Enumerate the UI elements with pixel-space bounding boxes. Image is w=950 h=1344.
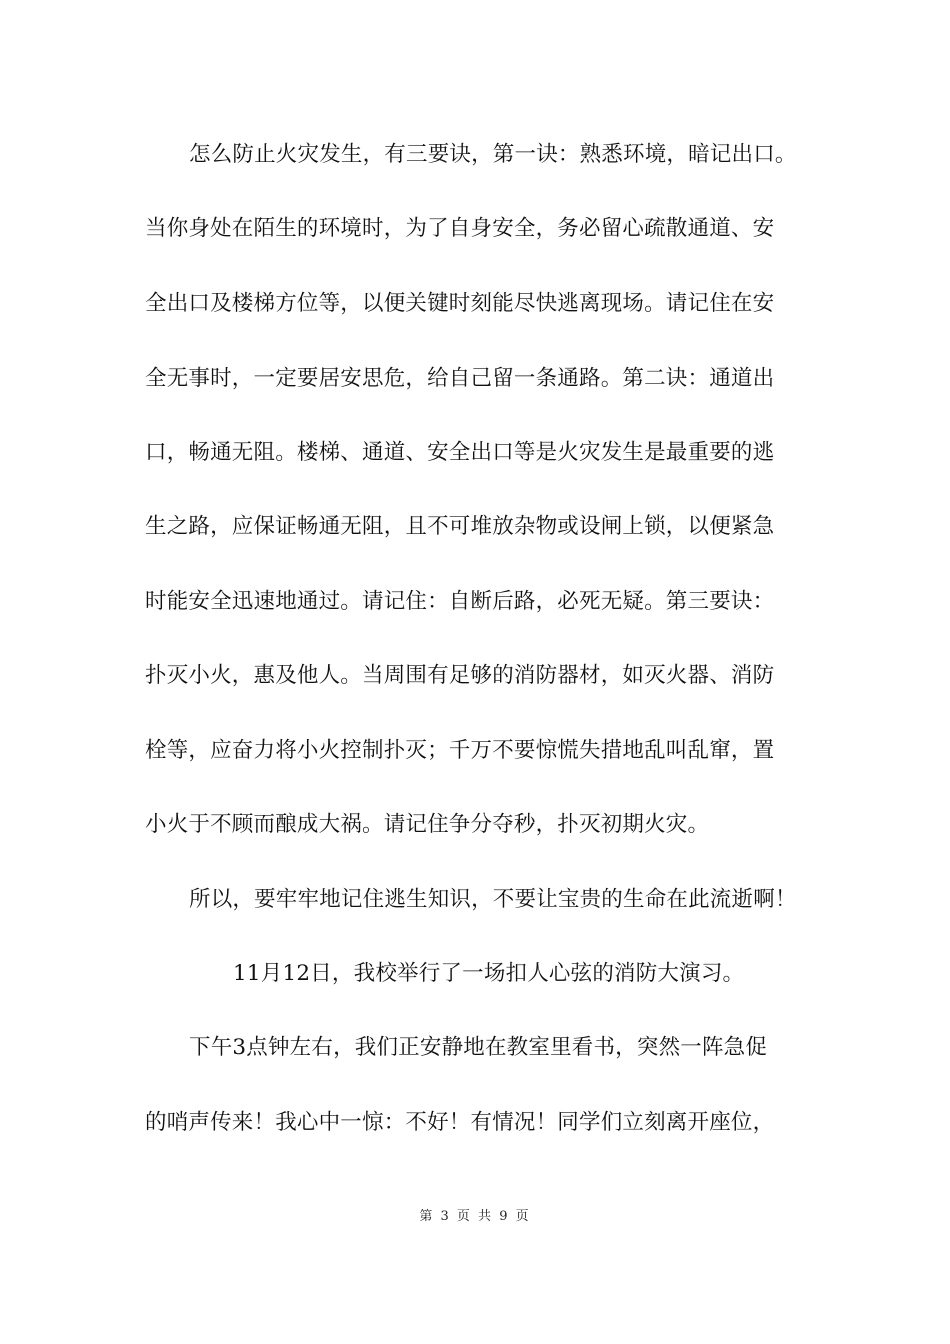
paragraph-line: 下午3点钟左右，我们正安静地在教室里看书，突然一阵急促 — [189, 1035, 768, 1060]
paragraph-line: 扑灭小火，惠及他人。当周围有足够的消防器材，如灭火器、消防 — [145, 663, 775, 688]
paragraph-line: 生之路，应保证畅通无阻，且不可堆放杂物或设闸上锁，以便紧急 — [145, 514, 775, 539]
paragraph-line: 小火于不顾而酿成大祸。请记住争分夺秒，扑灭初期火灾。 — [145, 812, 710, 837]
paragraph-line: 的哨声传来！我心中一惊：不好！有情况！同学们立刻离开座位， — [145, 1110, 775, 1135]
paragraph-line: 时能安全迅速地通过。请记住：自断后路，必死无疑。第三要诀： — [145, 589, 775, 614]
paragraph-line: 11月12日，我校举行了一场扣人心弦的消防大演习。 — [233, 961, 745, 986]
paragraph-line: 所以，要牢牢地记住逃生知识，不要让宝贵的生命在此流逝啊！ — [189, 887, 797, 912]
paragraph-line: 栓等，应奋力将小火控制扑灭；千万不要惊慌失措地乱叫乱窜，置 — [145, 738, 775, 763]
paragraph-line: 全无事时，一定要居安思危，给自己留一条通路。第二诀：通道出 — [145, 366, 775, 391]
paragraph-line: 当你身处在陌生的环境时，为了自身安全，务必留心疏散通道、安 — [145, 216, 775, 241]
paragraph-line: 怎么防止火灾发生，有三要诀，第一诀：熟悉环境，暗记出口。 — [189, 142, 797, 167]
paragraph-line: 口，畅通无阻。楼梯、通道、安全出口等是火灾发生是最重要的逃 — [145, 440, 775, 465]
paragraph-line: 全出口及楼梯方位等，以便关键时刻能尽快逃离现场。请记住在安 — [145, 291, 775, 316]
page-number-footer: 第 3 页 共 9 页 — [419, 1209, 531, 1224]
